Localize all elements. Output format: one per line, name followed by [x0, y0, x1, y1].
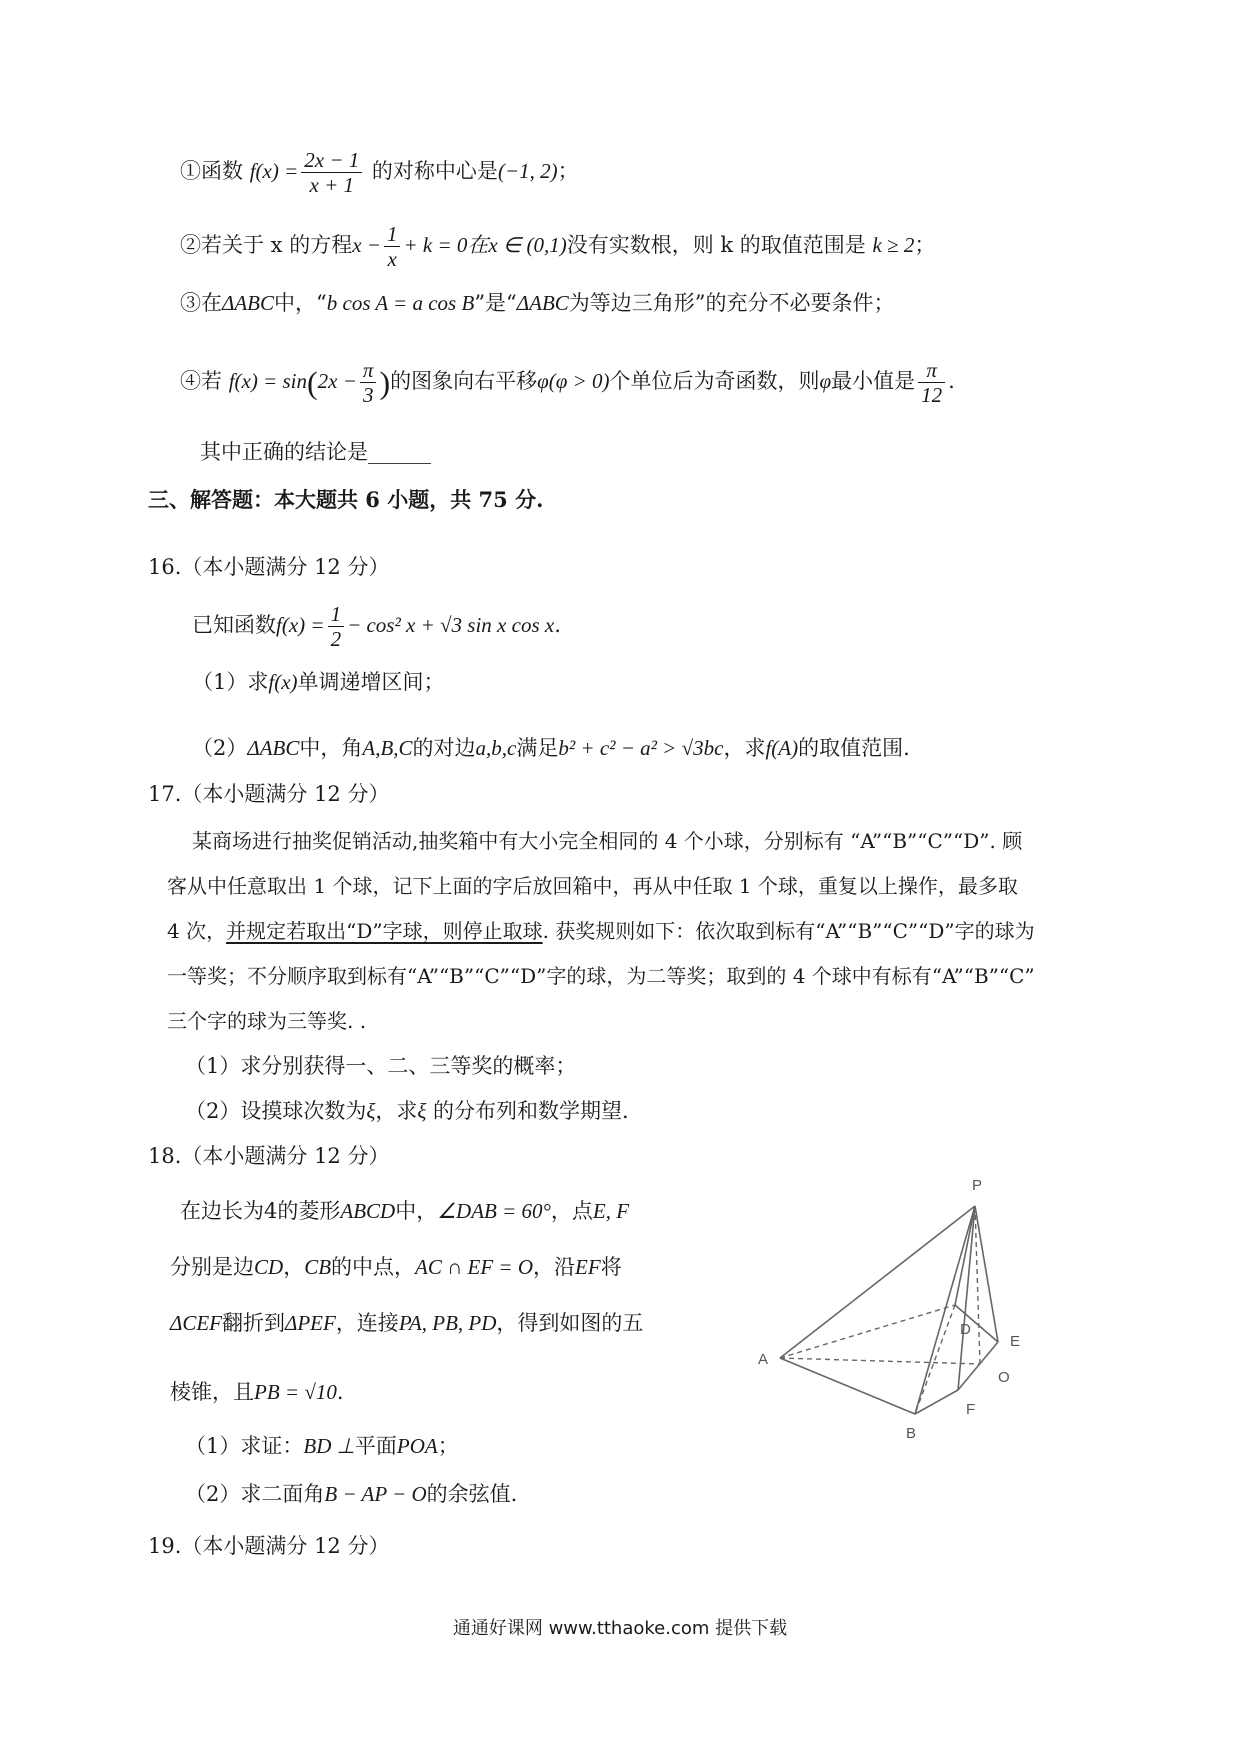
label-a: A [758, 1351, 769, 1368]
label-o: O [998, 1369, 1010, 1386]
q19-header: 19.（本小题满分 12 分） [148, 1534, 390, 1558]
q16-part-1: （1）求f(x)单调递增区间； [192, 670, 445, 694]
q18-line-4: 棱锥，且PB = √10. [170, 1380, 344, 1404]
q16-header: 16.（本小题满分 12 分） [148, 555, 390, 579]
label-e: E [1010, 1333, 1021, 1350]
q18-header: 18.（本小题满分 12 分） [148, 1144, 390, 1168]
q17-part-1: （1）求分别获得一、二、三等奖的概率； [185, 1054, 577, 1078]
fraction: $\frac{\pi}{12}$ [918, 358, 945, 407]
edge-pa [780, 1206, 975, 1358]
q16-part-2: （2）ΔABC中，角A,B,C的对边a,b,c满足b² + c² − a² > √3bc，求f(A)的取值范围. [192, 736, 910, 760]
edge-pe [975, 1206, 998, 1342]
edge-pd [955, 1206, 975, 1305]
statement-2: ②若关于 x 的方程x − $\frac{1}{x}$ + k = 0在x ∈ (0,1)没有实数根，则 k 的取值范围是 k ≥ 2； [180, 222, 936, 271]
statement-4: ④若 f(x) = sin(2x − $\frac{\pi}{3}$ )的图象向右平移φ(φ > 0)个单位后为奇函数，则φ最小值是 $\frac{\pi}{12}$ . [180, 358, 955, 407]
pyramid-figure [740, 1170, 1060, 1470]
edge-ad [780, 1305, 955, 1358]
label-b: B [906, 1425, 917, 1442]
q18-line-1: 在边长为4的菱形ABCD中，∠DAB = 60°，点E, F [180, 1199, 630, 1223]
page-footer: 通通好课网 www.tthaoke.com 提供下载 [452, 1618, 788, 1639]
fraction: $\frac{2x - 1}{x + 1}$ [301, 148, 362, 197]
edge-bd [915, 1305, 955, 1414]
q17-part-2: （2）设摸球次数为ξ，求ξ 的分布列和数学期望. [185, 1099, 629, 1123]
q18-part-1: （1）求证：BD ⊥平面POA； [185, 1434, 459, 1458]
q17-line-3: 4 次，并规定若取出“D”字球，则停止取球. 获奖规则如下：依次取到标有“A”“B”“C”“D”字的球为 [167, 919, 1035, 943]
q17-line-5: 三个字的球为三等奖. . [167, 1009, 367, 1033]
fraction: $\frac{1}{x}$ [384, 222, 401, 271]
label-d: D [960, 1321, 971, 1338]
label-p: P [972, 1177, 983, 1194]
edge-ab [780, 1358, 915, 1414]
edge-ef [958, 1342, 998, 1390]
answer-blank-line: 其中正确的结论是______ [200, 440, 431, 464]
section-heading: 三、解答题：本大题共 6 小题，共 75 分. [148, 487, 544, 512]
label-f: F [966, 1401, 976, 1418]
fraction: $\frac{\pi}{3}$ [360, 358, 377, 407]
q18-line-3: ΔCEF翻折到ΔPEF，连接PA, PB, PD，得到如图的五 [170, 1311, 644, 1335]
statement-1: ①函数 f(x) = $\frac{2x - 1}{x + 1}$ 的对称中心是(−1, 2)； [180, 148, 579, 197]
fraction: $\frac{1}{2}$ [328, 602, 345, 651]
q17-line-4: 一等奖；不分顺序取到标有“A”“B”“C”“D”字的球，为二等奖；取到的 4 个球中有标有“A”“B”“C” [167, 964, 1035, 988]
q17-line-2: 客从中任意取出 1 个球，记下上面的字后放回箱中，再从中任取 1 个球，重复以上操作，最多取 [167, 874, 1018, 898]
q18-line-2: 分别是边CD，CB的中点，AC ∩ EF = O，沿EF将 [170, 1255, 622, 1279]
q16-stem: 已知函数f(x) = $\frac{1}{2}$ − cos² x + √3 sin x cos x. [192, 602, 561, 651]
statement-3: ③在ΔABC中，“b cos A = a cos B”是“ΔABC为等边三角形”的充分不必要条件； [180, 291, 895, 315]
q17-line-1: 某商场进行抽奖促销活动,抽奖箱中有大小完全相同的 4 个小球，分别标有 “A”“B”“C”“D”. 顾 [192, 829, 1023, 853]
q17-header: 17.（本小题满分 12 分） [148, 782, 390, 806]
edge-ao [780, 1358, 980, 1364]
q18-part-2: （2）求二面角B − AP − O的余弦值. [185, 1482, 518, 1506]
